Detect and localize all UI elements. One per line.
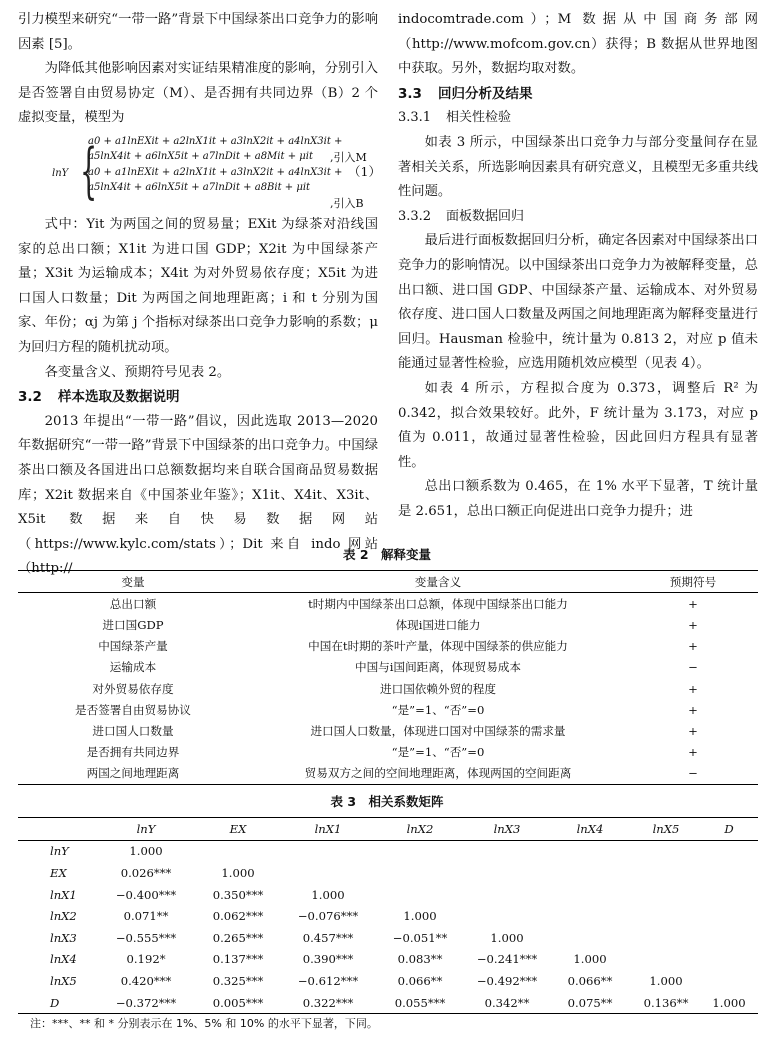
table-cell	[548, 840, 632, 862]
subsection-title: 相关性检验	[446, 110, 512, 126]
table-cell: 0.075**	[548, 992, 632, 1014]
table-cell: +	[688, 702, 698, 717]
table-row	[18, 593, 758, 615]
paragraph: 引力模型来研究“一带一路”背景下中国绿茶出口竞争力的影响因素 [5]。	[18, 12, 378, 52]
table-cell: 1.000	[649, 973, 683, 988]
subsection-number: 3.3.1	[398, 110, 432, 126]
row-header: lnX3	[50, 930, 77, 945]
table-cell	[466, 884, 548, 906]
table-cell: 进口国依赖外贸的程度	[380, 681, 496, 696]
table-header: lnX5	[632, 818, 700, 841]
table-cell: +	[688, 596, 698, 611]
row-header: lnX1	[50, 887, 77, 902]
table-cell: 1.000	[129, 844, 163, 859]
table-cell: 0.055***	[374, 992, 466, 1014]
table-cell: 0.350***	[212, 887, 264, 902]
table-cell: 1.000	[573, 952, 607, 967]
table-header: 预期符号	[628, 571, 758, 593]
section-heading	[398, 82, 758, 107]
table-cell: 是否拥有共同边界	[86, 745, 180, 760]
table-cell	[548, 927, 632, 949]
table-row	[18, 927, 758, 949]
section-heading	[18, 385, 378, 410]
table-cell	[700, 862, 758, 884]
table-cell: 0.137***	[212, 952, 264, 967]
table-header: lnX1	[282, 818, 374, 841]
table-cell	[700, 949, 758, 971]
table3-caption: 表 3 相关系数矩阵	[330, 794, 444, 809]
table-cell	[282, 840, 374, 862]
table-cell	[374, 840, 466, 862]
table-cell: 1.000	[490, 930, 524, 945]
table-cell	[548, 905, 632, 927]
table-cell: 0.083**	[397, 952, 443, 967]
table-cell: 0.005***	[194, 992, 282, 1014]
table-cell: 0.342**	[466, 992, 548, 1014]
table-cell: 1.000	[221, 865, 255, 880]
table-cell: +	[688, 681, 698, 696]
table-cell: +	[688, 745, 698, 760]
table-cell: 中国绿茶产量	[98, 639, 168, 654]
table2-caption: 表 2 解释变量	[342, 547, 432, 562]
subsection-title: 面板数据回归	[446, 208, 525, 224]
row-header: lnX5	[50, 973, 77, 988]
table-row	[18, 614, 758, 635]
table-cell: 1.000	[403, 909, 437, 924]
table-cell: +	[688, 723, 698, 738]
table-cell: −0.051**	[392, 930, 448, 945]
table-cell	[632, 927, 700, 949]
table-cell: 0.192*	[126, 952, 166, 967]
table-row	[18, 720, 758, 741]
table-row	[18, 884, 758, 906]
table-cell: −0.492***	[476, 973, 538, 988]
table-cell	[194, 840, 282, 862]
table-cell: 对外贸易依存度	[92, 681, 174, 696]
table-cell: 0.066**	[397, 973, 443, 988]
table-cell	[632, 905, 700, 927]
subsection-heading	[398, 106, 758, 131]
table-cell: 0.390***	[302, 952, 354, 967]
table-cell: t时期内中国绿茶出口总额，体现中国绿茶出口能力	[308, 596, 568, 611]
subsection-number: 3.3.2	[398, 208, 432, 224]
row-header: D	[18, 992, 98, 1014]
table-cell	[700, 884, 758, 906]
table-cell	[632, 949, 700, 971]
table-cell: “是”=1、“否”=0	[391, 702, 485, 717]
right-column	[398, 8, 758, 524]
table-cell: 进口国人口数量	[92, 723, 174, 738]
paragraph: 最后进行面板数据回归分析，确定各因素对中国绿茶出口竞争力的影响情况。以中国绿茶出口竞争力为被解释变量，总出口额、进口国 GDP、中国绿茶产量、运输成本、对外贸易依存度、进口国人口数量及两国之间地理距离为解释变量进行回归。Hausman 检验中，统计量为 0.813 2，对应 p 值未能通过显著性检验，应选用随机效应模型（见表 4）。	[398, 233, 758, 372]
equation-lhs: lnY	[52, 167, 69, 179]
table-cell: −0.400***	[115, 887, 177, 902]
table-cell	[282, 862, 374, 884]
table-cell: −	[688, 660, 698, 675]
equation-lines	[88, 134, 342, 196]
table-cell: 0.265***	[212, 930, 264, 945]
table-cell	[632, 840, 700, 862]
equation-condition-b: ,引入B	[330, 196, 364, 210]
paragraph: 如表 4 所示，方程拟合度为 0.373，调整后 R² 为 0.342，拟合效果较好。此外，F 统计量为 3.173，对应 p 值为 0.011，故通过显著性检验，因此回归方程具有显著性。	[398, 380, 758, 470]
equation-1	[18, 132, 381, 212]
table-row	[18, 699, 758, 720]
paragraph: 为降低其他影响因素对实证结果精准度的影响，分别引入是否签署自由贸易协定（M）、是否拥有共同边界（B）2 个虚拟变量，模型为	[18, 61, 378, 126]
table-row	[18, 862, 758, 884]
equation-condition-m: ,引入M	[330, 150, 367, 164]
table-cell: 贸易双方之间的空间地理距离，体现两国的空间距离	[248, 763, 628, 785]
table-cell	[374, 862, 466, 884]
row-header: EX	[50, 865, 67, 880]
table-cell: 总出口额	[109, 596, 157, 611]
table-cell: +	[688, 639, 698, 654]
table-header: lnY	[98, 818, 194, 841]
table-cell	[700, 840, 758, 862]
table-cell: −	[628, 763, 758, 785]
table-cell	[466, 840, 548, 862]
table-cell: 两国之间地理距离	[18, 763, 248, 785]
table-cell: 中国与i国间距离，体现贸易成本	[354, 660, 522, 675]
subsection-heading	[398, 205, 758, 230]
table-header: EX	[194, 818, 282, 841]
paragraph: 各变量含义、预期符号见表 2。	[44, 364, 231, 380]
table-cell	[548, 862, 632, 884]
table-cell	[700, 905, 758, 927]
table-cell: 体现i国进口能力	[395, 617, 481, 632]
section-title: 回归分析及结果	[438, 85, 533, 102]
table3-note: 注：***、** 和 * 分别表示在 1%、5% 和 10% 的水平下显著，下同。	[30, 1017, 378, 1030]
table-cell	[466, 905, 548, 927]
table-row	[18, 905, 758, 927]
table3	[18, 817, 758, 1014]
table-cell: 0.071**	[123, 909, 169, 924]
table-cell	[466, 862, 548, 884]
table-cell: 进口国GDP	[102, 617, 164, 632]
row-header: lnY	[50, 844, 69, 859]
table2	[18, 570, 758, 785]
equation-brace: {	[80, 135, 98, 206]
table-cell: 0.325***	[212, 973, 264, 988]
paragraph: 2013 年提出“一带一路”倡议，因此选取 2013—2020 年数据研究“一带一路”背景下中国绿茶的出口竞争力。中国绿茶出口额及各国进出口总额数据均来自联合国商品贸易数据库；X2it 数据来自《中国茶业年鉴》；X1it、X4it、X3it、X5it 数据来自快易数据网站（https://www.kylc.com/stats）；Dit 来自 indo 网站（http://	[18, 413, 378, 577]
table-cell: 0.066**	[567, 973, 613, 988]
table-header: lnX2	[374, 818, 466, 841]
section-number: 3.3	[398, 85, 422, 102]
table-cell	[632, 884, 700, 906]
table-cell: −0.612***	[297, 973, 359, 988]
table-cell: −0.372***	[98, 992, 194, 1014]
row-header: lnX4	[50, 952, 77, 967]
table-row	[18, 949, 758, 971]
table3-header-row	[18, 818, 758, 841]
paragraph: 式中：Yit 为两国之间的贸易量；EXit 为绿茶对沿线国家的总出口额；X1it 为进口国 GDP；X2it 为中国绿茶产量；X3it 为运输成本；X4it 为对外贸易依存度；X5it 为进口国人口数量；Dit 为两国之间地理距离；i 和 t 分别为国家、年份；αj 为第 j 个指标对绿茶出口竞争力影响的系数；μ 为回归方程的随机扰动项。	[18, 216, 378, 355]
table-row	[18, 840, 758, 862]
paragraph: 总出口额系数为 0.465，在 1% 水平下显著，T 统计量是 2.651，总出口额正向促进出口竞争力提升；进	[398, 479, 758, 519]
table-cell	[374, 884, 466, 906]
table-cell: 1.000	[700, 992, 758, 1014]
left-column	[18, 8, 381, 582]
table-cell: 0.457***	[302, 930, 354, 945]
table-cell: 1.000	[311, 887, 345, 902]
section-number: 3.2	[18, 389, 42, 406]
table-cell: 进口国人口数量，体现进口国对中国绿茶的需求量	[310, 723, 566, 738]
row-header: lnX2	[50, 909, 77, 924]
table-row	[18, 970, 758, 992]
table-cell: 中国在t时期的茶叶产量，体现中国绿茶的供应能力	[308, 639, 568, 654]
table-row	[18, 636, 758, 657]
table-cell: −0.241***	[476, 952, 538, 967]
table-header: lnX3	[466, 818, 548, 841]
table-cell: 0.420***	[120, 973, 172, 988]
table-row	[18, 657, 758, 678]
table-cell	[700, 970, 758, 992]
table-row	[18, 763, 758, 785]
equation-line: a0 + a1lnEXit + a2lnX1it + a3lnX2it + a4lnX3it +	[88, 166, 343, 178]
table-row	[18, 742, 758, 763]
table-header: 变量含义	[248, 571, 628, 593]
table-cell: −0.076***	[297, 909, 359, 924]
table-header: D	[700, 818, 758, 841]
equation-line: a5lnX4it + a6lnX5it + a7lnDit + a8Bit + μit	[88, 182, 311, 194]
table-cell: +	[688, 617, 698, 632]
table-header: lnX4	[548, 818, 632, 841]
table-row	[18, 992, 758, 1014]
table-cell: 0.062***	[212, 909, 264, 924]
paragraph: indocomtrade.com）；M 数据从中国商务部网（http://www.mofcom.gov.cn）获得；B 数据从世界地图中获取。另外，数据均取对数。	[398, 12, 758, 77]
table-cell: 0.136**	[632, 992, 700, 1014]
table2-body	[18, 593, 758, 785]
table-cell	[700, 927, 758, 949]
table-cell: 运输成本	[109, 660, 157, 675]
table-cell: 0.026***	[120, 865, 172, 880]
equation-line: a0 + a1lnEXit + a2lnX1it + a3lnX2it + a4lnX3it +	[88, 135, 343, 147]
section-title: 样本选取及数据说明	[58, 389, 180, 406]
table-cell: “是”=1、“否”=0	[391, 745, 485, 760]
table-cell	[548, 884, 632, 906]
table-cell: 0.322***	[282, 992, 374, 1014]
table-cell: −0.555***	[115, 930, 177, 945]
paragraph: 如表 3 所示，中国绿茶出口竞争力与部分变量间存在显著相关关系，所选影响因素具有研究意义，且模型无多重共线性问题。	[398, 134, 758, 200]
table-row	[18, 678, 758, 699]
table-header	[18, 818, 98, 841]
table-cell: 是否签署自由贸易协议	[75, 702, 191, 717]
table-header: 变量	[18, 571, 248, 593]
equation-line: a5lnX4it + a6lnX5it + a7lnDit + a8Mit + μit	[88, 151, 313, 163]
table-cell	[632, 862, 700, 884]
equation-number: （1）	[348, 163, 381, 179]
table3-body	[18, 840, 758, 1014]
